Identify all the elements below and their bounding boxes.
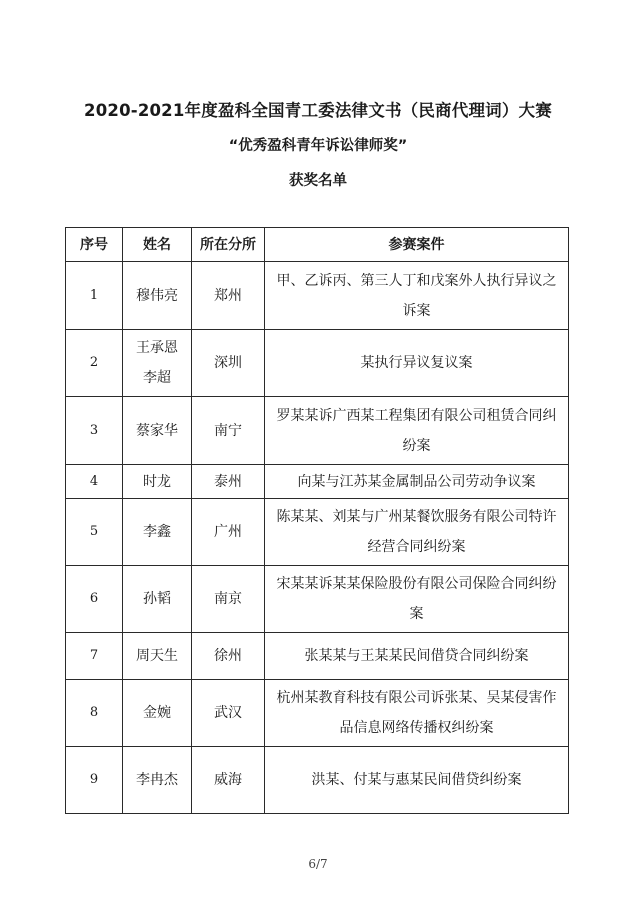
- row-number: 2: [66, 330, 123, 397]
- row-number: 8: [66, 680, 123, 747]
- row-branch: 南京: [192, 566, 265, 633]
- winner-name: 孙韬: [143, 591, 171, 607]
- winner-name: 李鑫: [143, 524, 171, 540]
- row-name: [123, 397, 192, 465]
- row-case: 洪某、付某与惠某民间借贷纠纷案: [265, 747, 569, 814]
- document-title: 2020-2021年度盈科全国青工委法律文书（民商代理词）大赛: [84, 101, 552, 120]
- table-header-row: [66, 228, 569, 262]
- row-branch: 深圳: [192, 330, 265, 397]
- row-number: 1: [66, 262, 123, 330]
- row-branch: 威海: [192, 747, 265, 814]
- row-branch: 武汉: [192, 680, 265, 747]
- header-name: 姓名: [123, 228, 192, 262]
- winner-name: 金婉: [143, 705, 171, 721]
- row-name: [123, 633, 192, 680]
- winner-name: 李冉杰: [136, 772, 178, 788]
- row-name: [123, 330, 192, 397]
- row-case: 罗某某诉广西某工程集团有限公司租赁合同纠纷案: [265, 397, 569, 465]
- table-row: [66, 397, 569, 465]
- row-case: 向某与江苏某金属制品公司劳动争议案: [265, 465, 569, 499]
- row-case: 某执行异议复议案: [265, 330, 569, 397]
- row-branch: 徐州: [192, 633, 265, 680]
- winner-name: 蔡家华: [136, 422, 178, 439]
- table-row: [66, 747, 569, 814]
- page-number: 6/7: [308, 857, 328, 871]
- row-branch: 南宁: [192, 397, 265, 465]
- row-name: [123, 680, 192, 747]
- header-branch: 所在分所: [192, 228, 265, 262]
- row-name: [123, 499, 192, 566]
- header-case: 参赛案件: [265, 228, 569, 262]
- row-case: 杭州某教育科技有限公司诉张某、吴某侵害作品信息网络传播权纠纷案: [265, 680, 569, 747]
- row-branch: 泰州: [192, 465, 265, 499]
- row-name: [123, 566, 192, 633]
- row-branch: 广州: [192, 499, 265, 566]
- winner-name: 时龙: [143, 473, 171, 490]
- row-branch: 郑州: [192, 262, 265, 330]
- header-number: 序号: [66, 228, 123, 262]
- table-row: [66, 566, 569, 633]
- table-row: [66, 633, 569, 680]
- row-number: 5: [66, 499, 123, 566]
- row-name: [123, 262, 192, 330]
- row-name: [123, 747, 192, 814]
- table-row: [66, 262, 569, 330]
- winners-list-title: 获奖名单: [289, 173, 347, 189]
- row-case: 宋某某诉某某保险股份有限公司保险合同纠纷案: [265, 566, 569, 633]
- awards-table: [65, 227, 569, 814]
- row-name: [123, 465, 192, 499]
- row-case: 甲、乙诉丙、第三人丁和戊案外人执行异议之诉案: [265, 262, 569, 330]
- table-row: [66, 680, 569, 747]
- winner-name: 周天生: [136, 648, 178, 664]
- row-case: 陈某某、刘某与广州某餐饮服务有限公司特许经营合同纠纷案: [265, 499, 569, 566]
- table-row: [66, 499, 569, 566]
- winner-name: 穆伟亮: [136, 287, 178, 304]
- table-row: [66, 330, 569, 397]
- row-number: 7: [66, 633, 123, 680]
- row-number: 3: [66, 397, 123, 465]
- winner-name: 李超: [143, 370, 171, 386]
- table-row: [66, 465, 569, 499]
- winner-name: 王承恩: [136, 340, 178, 356]
- award-subtitle: “优秀盈科青年诉讼律师奖”: [228, 138, 408, 154]
- row-number: 6: [66, 566, 123, 633]
- row-number: 4: [66, 465, 123, 499]
- row-case: 张某某与王某某民间借贷合同纠纷案: [265, 633, 569, 680]
- row-number: 9: [66, 747, 123, 814]
